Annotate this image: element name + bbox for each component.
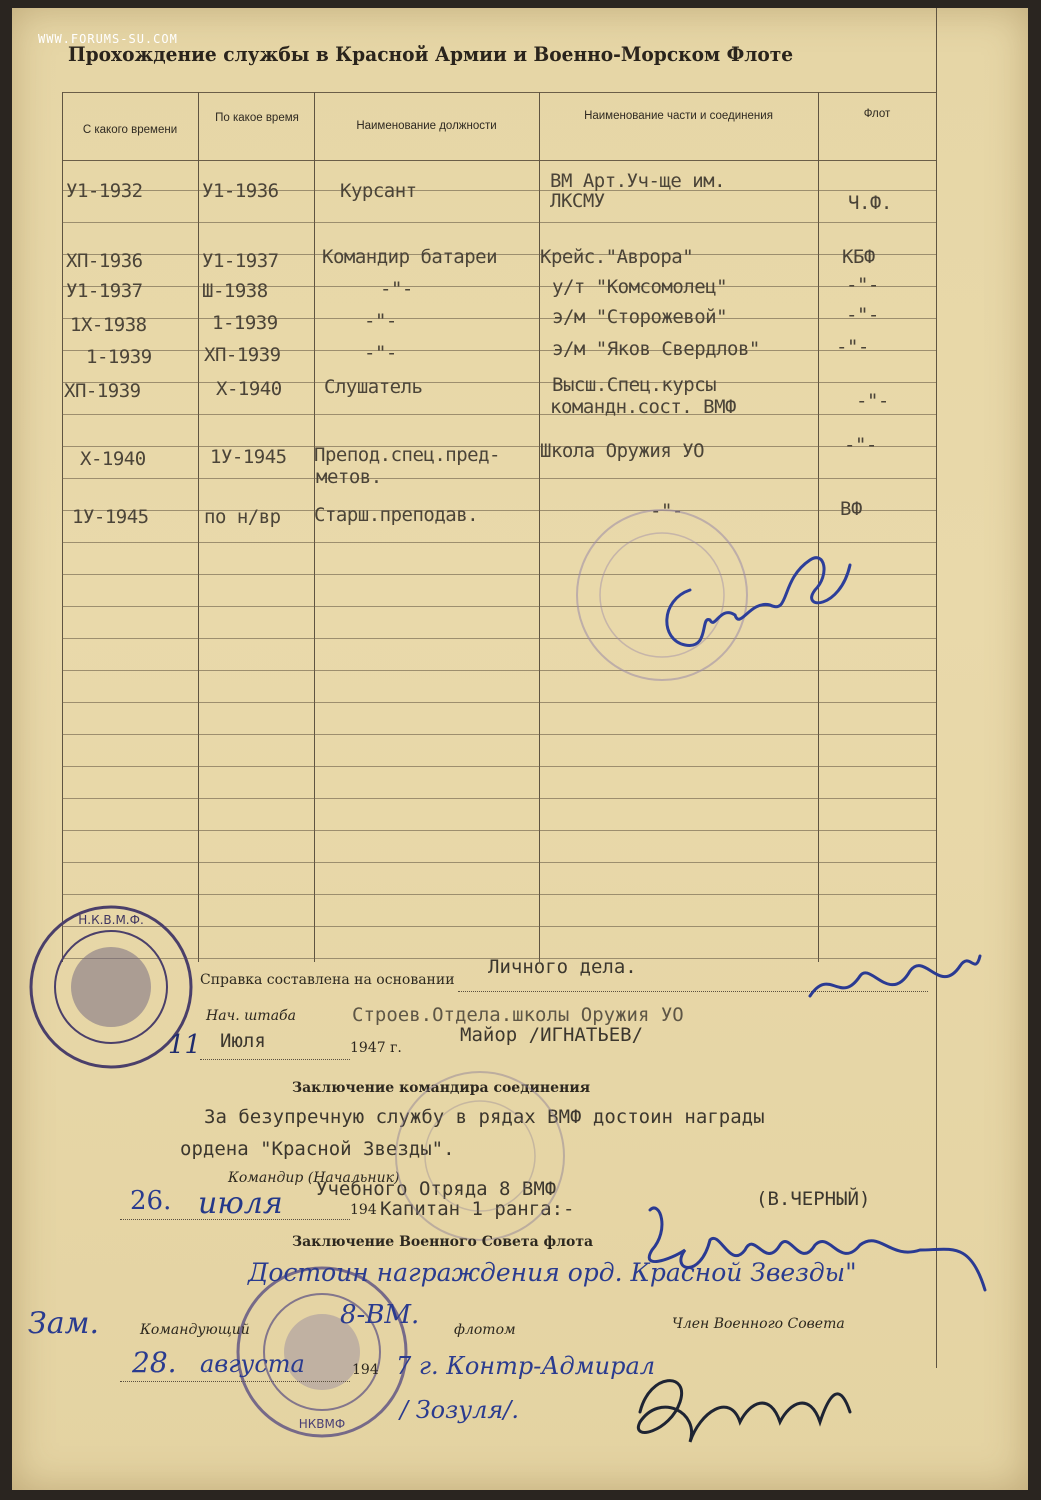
conclusion-text1: За безупречную службу в рядах ВМФ достоин награды — [204, 1106, 765, 1128]
date2-day: 26. — [130, 1186, 172, 1216]
row-to: ХП-1939 — [204, 344, 281, 366]
commander-name: (В.ЧЕРНЫЙ) — [756, 1188, 871, 1210]
table-rule — [62, 670, 936, 671]
row-from: 1-1939 — [86, 346, 152, 368]
row-unit: Высш.Спец.курсы — [552, 374, 717, 396]
fleet-label-text: флотом — [454, 1322, 516, 1338]
row-to: У1-1936 — [202, 180, 279, 202]
chief-signature — [800, 936, 990, 1016]
row-to: 1У-1945 — [210, 446, 287, 468]
commander-rank: Капитан 1 ранга:- — [380, 1198, 575, 1220]
row-unit: Школа Оружия УО — [540, 440, 705, 462]
fleet-commander-label — [140, 1322, 250, 1338]
row-from: 1У-1945 — [72, 506, 149, 528]
row-to: Ш-1938 — [202, 280, 268, 302]
table-rule — [62, 702, 936, 703]
date1-day: 11 — [168, 1030, 202, 1060]
table-rule — [62, 222, 936, 223]
date1-year: 1947 г. — [350, 1040, 402, 1056]
commander-label-text: Командир (Начальник) — [228, 1170, 400, 1186]
svg-text:Н.К.В.М.Ф.: Н.К.В.М.Ф. — [78, 913, 144, 927]
row-unit: ВМ Арт.Уч-ще им. — [550, 170, 726, 192]
date3-day: 28. — [132, 1346, 177, 1379]
table-rule — [62, 190, 936, 191]
basis-label: Справка составлена на основании — [200, 972, 455, 988]
conclusion-title: Заключение командира соединения — [292, 1080, 591, 1096]
table-header-border — [62, 160, 936, 161]
date3-month: августа — [200, 1350, 305, 1378]
table-rule — [62, 510, 936, 511]
row-fleet: -"- — [846, 274, 879, 296]
stamp-bottom-text: НКВМФ — [298, 1417, 346, 1431]
row-fleet: -"- — [856, 390, 889, 412]
date1-line — [200, 1058, 350, 1060]
row-from: У1-1932 — [66, 180, 143, 202]
row-from: Х-1940 — [80, 448, 146, 470]
faded-seal-stamp — [390, 1066, 570, 1246]
right-border — [936, 8, 937, 1368]
date2-month: июля — [198, 1186, 283, 1221]
date3-year: 194 — [352, 1362, 379, 1378]
row-unit: э/м "Сторожевой" — [552, 306, 728, 328]
table-rule — [62, 478, 936, 479]
row-unit: -"- — [650, 500, 683, 522]
council-member-text: Член Военного Совета — [672, 1316, 845, 1332]
table-top-border — [62, 92, 936, 93]
fleet-name: 8-ВМ. — [340, 1300, 420, 1330]
row-from: ХП-1939 — [64, 380, 141, 402]
council-signature — [620, 1352, 860, 1462]
row-to: Х-1940 — [216, 378, 282, 400]
conclusion-text2: ордена "Красной Звезды". — [180, 1138, 455, 1160]
page-title: Прохождение службы в Красной Армии и Военно-Морском Флоте — [68, 42, 794, 66]
table-rule — [62, 382, 936, 383]
row-position-line2: метов. — [316, 466, 382, 488]
row-position: Курсант — [340, 180, 417, 202]
row-unit: Крейс."Аврора" — [540, 246, 694, 268]
fleet-commander-prefix: Зам. — [28, 1306, 99, 1341]
chief-label — [206, 1008, 296, 1024]
row-position: Слушатель — [324, 376, 423, 398]
col-header-unit: Наименование части и соединения — [584, 110, 773, 122]
council-text: Достоин награждения орд. Красной Звезды" — [248, 1258, 857, 1287]
row-to: 1-1939 — [212, 312, 278, 334]
row-unit-line2: командн.сост. ВМФ — [550, 396, 736, 418]
row-unit: э/м "Яков Свердлов" — [552, 338, 760, 360]
row-from: 1Х-1938 — [70, 314, 147, 336]
row-from: ХП-1936 — [66, 250, 143, 272]
chief-rank: Майор /ИГНАТЬЕВ/ — [460, 1024, 644, 1046]
signature — [640, 520, 880, 670]
row-fleet: -"- — [844, 434, 877, 456]
date3-line — [120, 1380, 350, 1382]
row-from: У1-1937 — [66, 280, 143, 302]
table-rule — [62, 830, 936, 831]
date2-line — [120, 1218, 350, 1220]
row-fleet: -"- — [836, 336, 869, 358]
row-position: -"- — [364, 342, 397, 364]
council-member-label — [672, 1316, 845, 1332]
chief-label-text: Нач. штаба — [206, 1008, 296, 1024]
col-header-fleet: Флот — [863, 108, 891, 120]
table-rule — [62, 894, 936, 895]
table-rule — [62, 350, 936, 351]
col-header-to: По какое время — [215, 112, 299, 124]
col-header-from: С какого времени — [82, 124, 178, 136]
row-to: по н/вр — [204, 506, 281, 528]
row-position: -"- — [364, 310, 397, 332]
name3: / Зозуля/. — [400, 1396, 520, 1424]
row-position: Препод.спец.пред- — [314, 444, 500, 466]
row-fleet: КБФ — [842, 246, 875, 268]
row-unit-line2: ЛКСМУ — [550, 190, 605, 212]
table-rule — [62, 286, 936, 287]
basis-value: Личного дела. — [488, 956, 637, 978]
row-position: Старш.преподав. — [314, 504, 479, 526]
row-unit: у/т "Комсомолец" — [552, 276, 728, 298]
row-position: -"- — [380, 278, 413, 300]
watermark: WWW.FORUMS-SU.COM — [38, 32, 178, 46]
table-rule — [62, 734, 936, 735]
fleet-commander-label-text: Командующий — [140, 1322, 250, 1338]
row-fleet: -"- — [846, 304, 879, 326]
row-to: У1-1937 — [202, 250, 279, 272]
col-header-position: Наименование должности — [356, 120, 497, 132]
rank3: 7 г. Контр-Адмирал — [396, 1352, 656, 1380]
date2-year: 194 — [350, 1202, 377, 1218]
table-rule — [62, 254, 936, 255]
fleet-label — [454, 1322, 516, 1338]
table-rule — [62, 318, 936, 319]
date1-month: Июля — [220, 1030, 266, 1052]
table-rule — [62, 798, 936, 799]
commander-unit: Учебного Отряда 8 ВМФ — [316, 1178, 557, 1200]
table-rule — [62, 862, 936, 863]
table-rule — [62, 414, 936, 415]
chief-unit: Строев.Отдела.школы Оружия УО — [352, 1004, 684, 1026]
row-fleet: Ч.Ф. — [848, 192, 892, 214]
row-fleet: ВФ — [840, 498, 862, 520]
table-rule — [62, 766, 936, 767]
council-title: Заключение Военного Совета флота — [292, 1234, 594, 1250]
row-position: Командир батареи — [322, 246, 498, 268]
